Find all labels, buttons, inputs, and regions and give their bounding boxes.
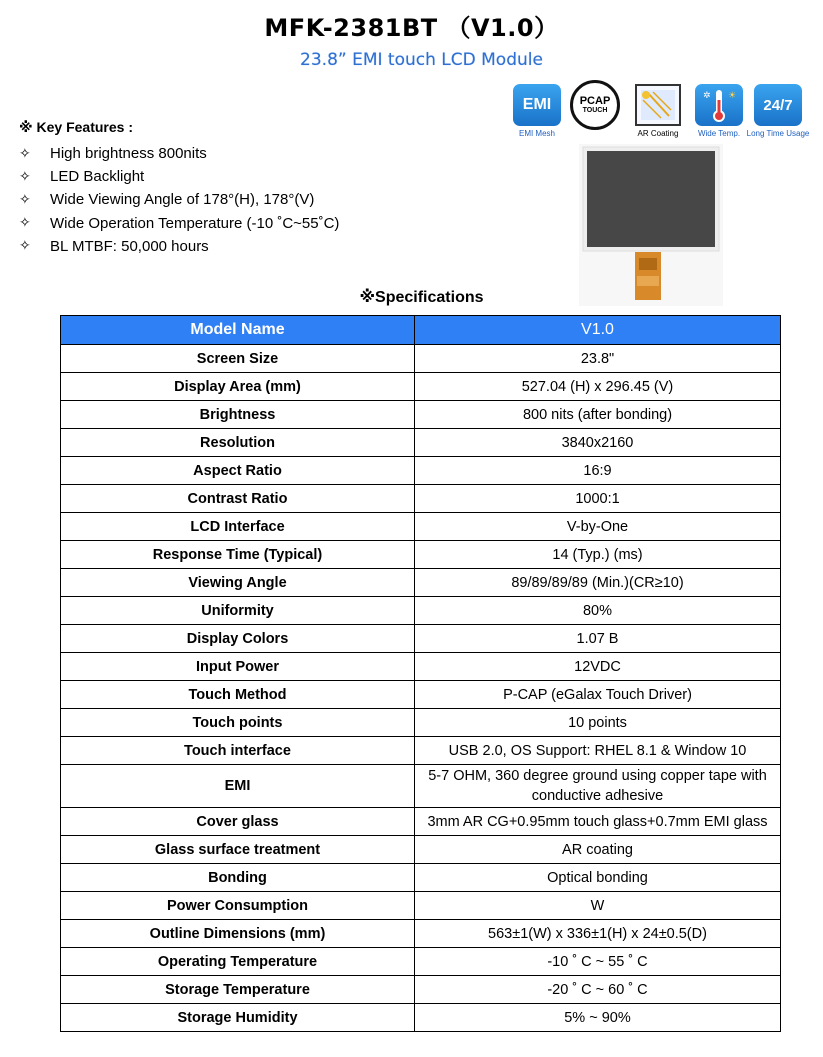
spec-value-cell: 527.04 (H) x 296.45 (V) xyxy=(415,373,781,401)
specifications-table xyxy=(60,315,781,1032)
spec-name-cell: LCD Interface xyxy=(61,513,415,541)
spec-name-cell: Aspect Ratio xyxy=(61,457,415,485)
spec-name-cell: Glass surface treatment xyxy=(61,836,415,864)
table-row xyxy=(61,429,781,457)
emi-mesh-badge xyxy=(506,84,568,138)
table-row xyxy=(61,485,781,513)
spec-name-cell: EMI xyxy=(61,765,415,808)
spec-value-cell: -10 ˚ C ~ 55 ˚ C xyxy=(415,948,781,976)
spec-value-cell: 3mm AR CG+0.95mm touch glass+0.7mm EMI glass xyxy=(415,808,781,836)
table-row xyxy=(61,864,781,892)
spec-value-cell: 89/89/89/89 (Min.)(CR≥10) xyxy=(415,569,781,597)
table-row xyxy=(61,808,781,836)
feature-item xyxy=(19,142,339,165)
spec-value-cell: P-CAP (eGalax Touch Driver) xyxy=(415,681,781,709)
table-row xyxy=(61,709,781,737)
table-row xyxy=(61,569,781,597)
pcap-touch-icon xyxy=(570,80,620,130)
long-time-usage-badge xyxy=(744,84,812,138)
spec-name-cell: Outline Dimensions (mm) xyxy=(61,920,415,948)
spec-name-cell: Power Consumption xyxy=(61,892,415,920)
table-header-row xyxy=(61,316,781,345)
product-image xyxy=(579,144,723,306)
spec-name-cell: Cover glass xyxy=(61,808,415,836)
spec-value-cell: 800 nits (after bonding) xyxy=(415,401,781,429)
feature-text: High brightness 800nits xyxy=(50,145,207,163)
spec-value-cell: 14 (Typ.) (ms) xyxy=(415,541,781,569)
spec-name-cell: Touch interface xyxy=(61,737,415,765)
table-row xyxy=(61,737,781,765)
pcap-sublabel: TOUCH xyxy=(582,107,608,114)
spec-name-cell: Touch Method xyxy=(61,681,415,709)
spec-name-cell: Bonding xyxy=(61,864,415,892)
spec-value-cell: 5-7 OHM, 360 degree ground using copper tape with conductive adhesive xyxy=(415,765,781,808)
table-row xyxy=(61,920,781,948)
wide-temp-icon xyxy=(695,84,743,126)
table-row xyxy=(61,765,781,808)
spec-value-cell: 3840x2160 xyxy=(415,429,781,457)
spec-name-cell: Uniformity xyxy=(61,597,415,625)
spec-value-cell: Optical bonding xyxy=(415,864,781,892)
spec-name-cell: Display Colors xyxy=(61,625,415,653)
table-row xyxy=(61,1004,781,1032)
star-bullet-icon: ✧ xyxy=(19,191,31,208)
feature-item xyxy=(19,188,339,211)
table-row xyxy=(61,541,781,569)
star-bullet-icon: ✧ xyxy=(19,215,31,232)
icon-caption: EMI Mesh xyxy=(518,129,555,138)
spec-value-cell: -20 ˚ C ~ 60 ˚ C xyxy=(415,976,781,1004)
spec-name-cell: Input Power xyxy=(61,653,415,681)
svg-text:✲: ✲ xyxy=(703,91,711,101)
key-features xyxy=(19,119,339,258)
page-subtitle: 23.8” EMI touch LCD Module xyxy=(300,50,543,70)
table-row xyxy=(61,681,781,709)
feature-item xyxy=(19,212,339,235)
spec-name-cell: Storage Temperature xyxy=(61,976,415,1004)
wide-temp-badge xyxy=(688,84,750,138)
spec-value-cell: USB 2.0, OS Support: RHEL 8.1 & Window 10 xyxy=(415,737,781,765)
feature-text: BL MTBF: 50,000 hours xyxy=(50,237,209,255)
table-row xyxy=(61,653,781,681)
spec-value-cell: 16:9 xyxy=(415,457,781,485)
star-bullet-icon: ✧ xyxy=(19,238,31,255)
table-row xyxy=(61,976,781,1004)
svg-text:☀: ☀ xyxy=(728,91,737,101)
spec-value-cell: 563±1(W) x 336±1(H) x 24±0.5(D) xyxy=(415,920,781,948)
table-row xyxy=(61,373,781,401)
emi-mesh-icon: EMI xyxy=(513,84,561,126)
table-row xyxy=(61,892,781,920)
spec-name-cell: Screen Size xyxy=(61,345,415,373)
feature-icons xyxy=(506,84,811,142)
spec-value-cell: 80% xyxy=(415,597,781,625)
spec-name-cell: Storage Humidity xyxy=(61,1004,415,1032)
table-row xyxy=(61,513,781,541)
spec-name-cell: Model Name xyxy=(61,316,415,345)
star-bullet-icon: ✧ xyxy=(19,168,31,185)
long-time-usage-icon: 24/7 xyxy=(754,84,802,126)
feature-text: Wide Viewing Angle of 178°(H), 178°(V) xyxy=(50,191,315,209)
table-row xyxy=(61,948,781,976)
spec-value-cell: 1.07 B xyxy=(415,625,781,653)
table-row xyxy=(61,345,781,373)
pcap-touch-badge xyxy=(564,84,626,130)
spec-name-cell: Viewing Angle xyxy=(61,569,415,597)
feature-text: Wide Operation Temperature (-10 ˚C~55˚C) xyxy=(50,214,340,232)
spec-name-cell: Contrast Ratio xyxy=(61,485,415,513)
spec-value-cell: W xyxy=(415,892,781,920)
spec-value-cell: AR coating xyxy=(415,836,781,864)
spec-name-cell: Operating Temperature xyxy=(61,948,415,976)
star-bullet-icon: ✧ xyxy=(19,145,31,162)
spec-value-cell: 5% ~ 90% xyxy=(415,1004,781,1032)
table-row xyxy=(61,597,781,625)
icon-caption: Wide Temp. xyxy=(697,129,741,138)
ar-coating-icon xyxy=(635,84,681,126)
icon-caption: AR Coating xyxy=(637,129,679,138)
spec-value-cell: V1.0 xyxy=(415,316,781,345)
spec-name-cell: Touch points xyxy=(61,709,415,737)
spec-value-cell: 12VDC xyxy=(415,653,781,681)
feature-text: LED Backlight xyxy=(50,168,145,186)
icon-caption: Long Time Usage xyxy=(746,129,810,138)
spec-value-cell: 23.8" xyxy=(415,345,781,373)
spec-name-cell: Response Time (Typical) xyxy=(61,541,415,569)
table-row xyxy=(61,401,781,429)
spec-value-cell: 1000:1 xyxy=(415,485,781,513)
ar-coating-badge xyxy=(627,84,689,138)
table-row xyxy=(61,836,781,864)
specifications-heading: ※Specifications xyxy=(359,289,484,306)
spec-value-cell: V-by-One xyxy=(415,513,781,541)
spec-name-cell: Display Area (mm) xyxy=(61,373,415,401)
feature-item xyxy=(19,165,339,188)
feature-item xyxy=(19,235,339,258)
key-features-heading: ※ Key Features : xyxy=(19,119,133,135)
table-row xyxy=(61,457,781,485)
spec-value-cell: 10 points xyxy=(415,709,781,737)
pcap-label: PCAP xyxy=(579,95,611,107)
table-row xyxy=(61,625,781,653)
spec-name-cell: Brightness xyxy=(61,401,415,429)
page-title: MFK-2381BT （V1.0） xyxy=(264,14,559,42)
spec-name-cell: Resolution xyxy=(61,429,415,457)
